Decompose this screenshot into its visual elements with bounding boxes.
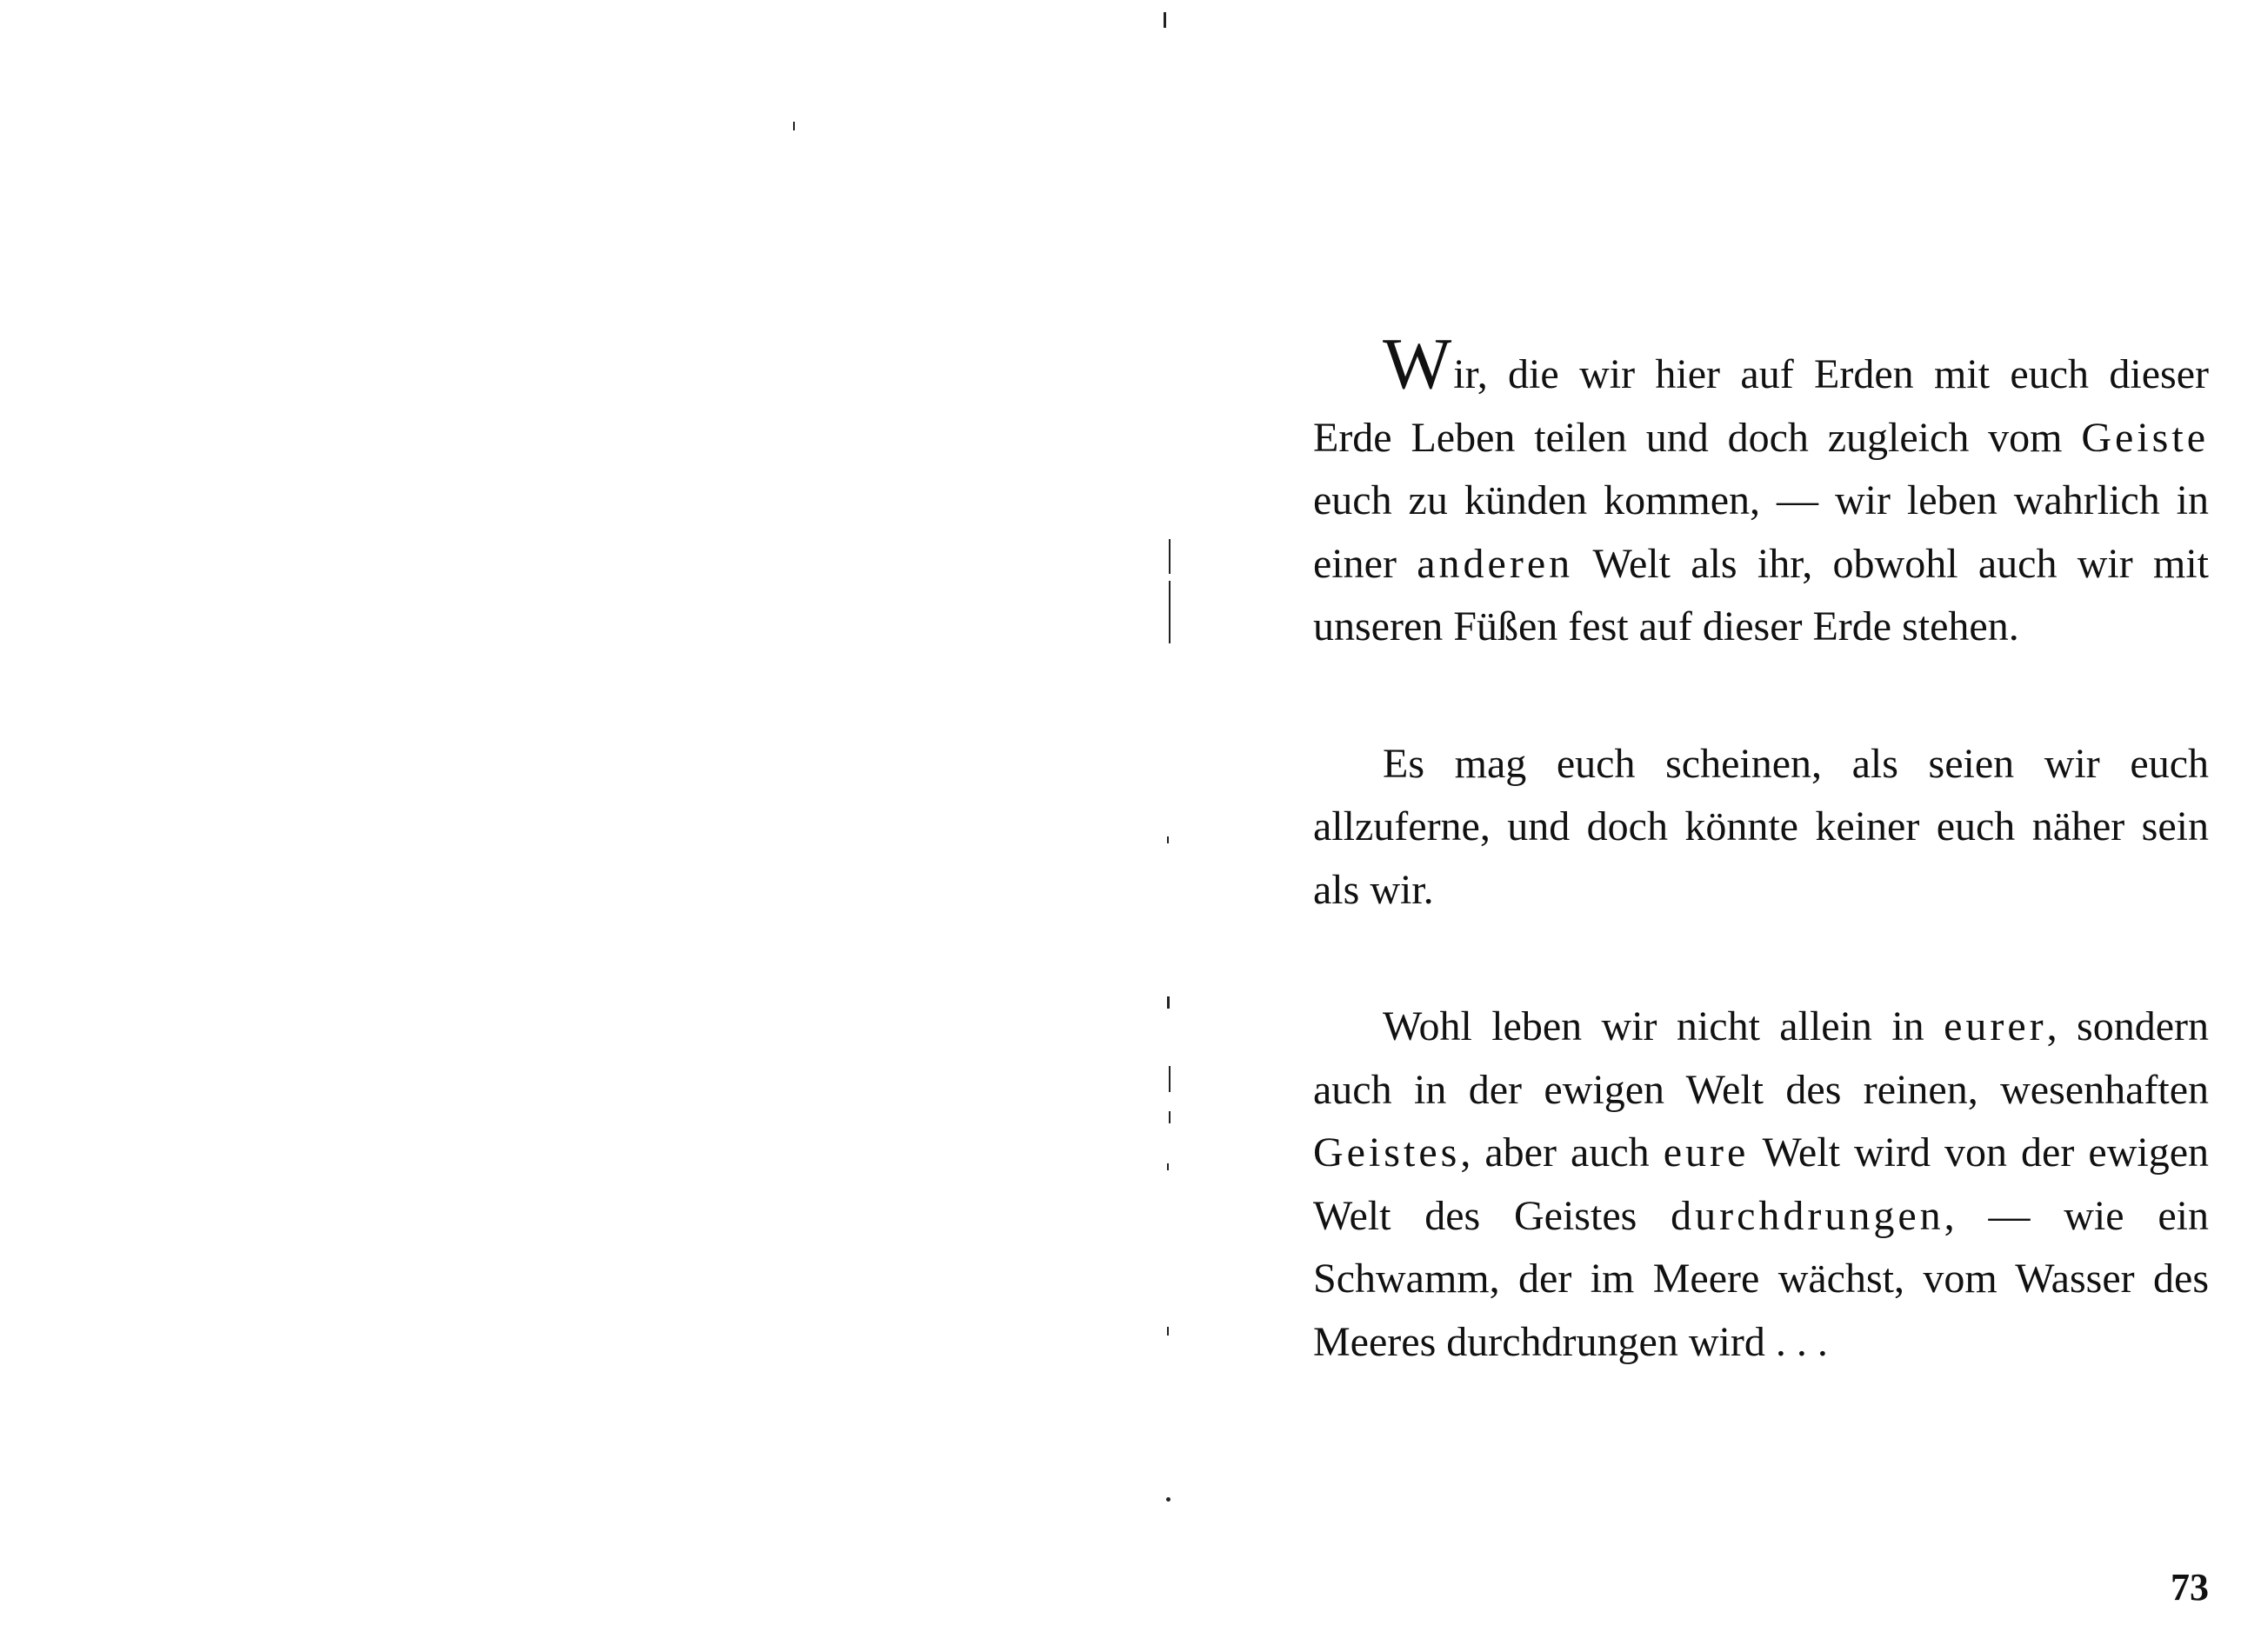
text-segment-spaced: anderen <box>1417 540 1574 587</box>
text-segment: Welt als ihr, obwohl auch wir mit unseren Füßen fest auf dieser Erde stehen. <box>1313 540 2209 649</box>
scan-mark <box>793 122 795 130</box>
text-segment: ir, die wir hier auf Erden mit euch dieser Erde Leben teilen und doch zugleich vom <box>1313 351 2209 461</box>
text-segment-spaced: eurer <box>1944 1003 2047 1049</box>
drop-cap: W <box>1383 323 1452 404</box>
body-text <box>1313 323 2210 1374</box>
paragraph-1 <box>1313 323 2209 659</box>
text-segment-spaced: Geistes <box>1313 1129 1461 1176</box>
text-segment: Welt wird von der ewigen Welt des Geistes <box>1313 1129 2210 1239</box>
text-segment: , sondern auch in der ewigen Welt des reinen, wesenhaften <box>1313 1003 2210 1113</box>
text-segment-spaced: durchdrungen <box>1671 1192 1944 1239</box>
text-segment-spaced: Geiste <box>2081 414 2209 461</box>
scan-mark <box>1167 836 1169 843</box>
scan-mark <box>1167 1327 1169 1336</box>
page-number: 73 <box>2171 1566 2209 1609</box>
scan-mark <box>1164 12 1166 28</box>
text-segment: euch zu künden kommen, — wir leben wahrlich in einer <box>1313 477 2209 587</box>
paragraph-2: Es mag euch scheinen, als seien wir euch allzuferne, und doch könnte keiner euch näher sein als wir. <box>1313 740 2209 913</box>
text-segment: , aber auch <box>1460 1129 1664 1176</box>
scan-mark <box>1167 1163 1169 1170</box>
paragraph-3 <box>1313 996 2209 1374</box>
right-page <box>1170 0 2261 1652</box>
text-segment-spaced: eure <box>1663 1129 1750 1176</box>
text-segment: Wohl leben wir nicht allein in <box>1383 1003 1944 1049</box>
text-segment: , — wie ein Schwamm, der im Meere wächst, vom Wasser des Meeres durchdrungen wird . . . <box>1313 1192 2209 1365</box>
